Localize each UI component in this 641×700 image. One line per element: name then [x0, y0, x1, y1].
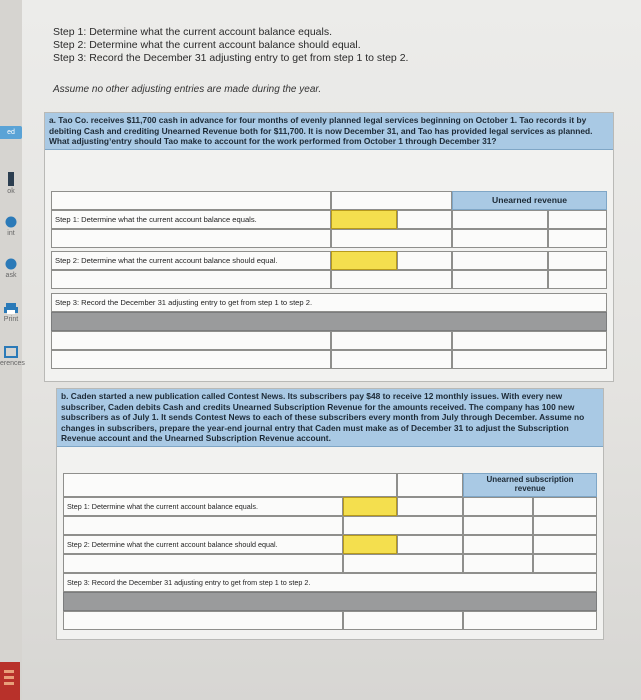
- header-blank-cell: [51, 191, 331, 210]
- part-b-step3-label: Step 3: Record the December 31 adjusting entry to get from step 1 to step 2.: [67, 578, 311, 587]
- part-b-step1-row: [57, 497, 603, 516]
- step-label-cell: [51, 251, 331, 270]
- part-b-step1-input[interactable]: [343, 497, 397, 516]
- part-a-entry-row: [45, 350, 613, 369]
- sidebar-item-label: ask: [5, 272, 17, 279]
- sidebar-badge[interactable]: ed: [0, 126, 22, 139]
- part-b-step1-label: Step 1: Determine what the current account balance equals.: [67, 502, 258, 511]
- instruction-step3: Step 3: Record the December 31 adjusting entry to get from step 1 to step 2.: [53, 52, 409, 64]
- credit-cell[interactable]: [533, 535, 597, 554]
- debit-input[interactable]: [331, 331, 452, 350]
- debit-input[interactable]: [331, 350, 452, 369]
- account-header-cell: [452, 191, 607, 210]
- sidebar-item-label: erences: [0, 360, 25, 367]
- part-b-spacer-row: [57, 554, 603, 573]
- ask-icon: [4, 258, 18, 270]
- credit-cell[interactable]: [548, 251, 607, 270]
- sidebar-item-label: ok: [7, 188, 15, 195]
- sidebar-item-label: int: [7, 230, 15, 237]
- part-a-step2-label: Step 2: Determine what the current account balance should equal.: [55, 256, 278, 265]
- sidebar-item-book[interactable]: [0, 172, 22, 195]
- hint-icon: [4, 216, 18, 228]
- sidebar-item-print[interactable]: [0, 302, 22, 323]
- step-label-cell: [63, 535, 343, 554]
- part-b-step2-row: [57, 535, 603, 554]
- brand-logo: [0, 662, 20, 700]
- credit-input[interactable]: [463, 611, 597, 630]
- account-input[interactable]: [51, 331, 331, 350]
- part-a-step1-label: Step 1: Determine what the current account balance equals.: [55, 215, 257, 224]
- credit-input[interactable]: [452, 331, 607, 350]
- left-sidebar: [0, 0, 25, 700]
- instructions: [53, 26, 408, 65]
- part-a-spacer-row: [45, 270, 613, 289]
- sidebar-item-label: Print: [3, 316, 19, 323]
- part-a-panel: [44, 112, 614, 382]
- sidebar-item-ask[interactable]: [0, 258, 22, 279]
- part-b-panel: [56, 388, 604, 640]
- part-b-step2-input[interactable]: [343, 535, 397, 554]
- debit-cell[interactable]: [463, 535, 533, 554]
- account-input[interactable]: [63, 611, 343, 630]
- debit-input[interactable]: [343, 611, 463, 630]
- debit-cell[interactable]: [452, 210, 548, 229]
- sidebar-item-references[interactable]: [0, 346, 25, 367]
- part-a-header-row: [45, 191, 613, 210]
- part-b-entry-row: [57, 611, 603, 630]
- header-blank-cell: [331, 191, 452, 210]
- part-a-step3-row: [45, 293, 613, 312]
- part-b-question: b. Caden started a new publication called Contest News. Its subscribers pay $48 to receive 12 monthly issues. With every new subscriber, Caden debits Cash and credits Unearned Subscription Revenue for the amounts received. The company has 100 new subscribers as of July 1. It sends Contest News to each of these subscribers every month from July through December. Assume no changes in subscribers, prepare the year-end journal entry that Caden must make as of December 31 to adjust the Subscription Revenue account and the Unearned Subscription Revenue account.: [57, 389, 603, 447]
- debit-cell[interactable]: [452, 251, 548, 270]
- instruction-step1: Step 1: Determine what the current account balance equals.: [53, 26, 332, 38]
- step-label-cell: [63, 497, 343, 516]
- part-a-step1-row: [45, 210, 613, 229]
- part-a-step1-input[interactable]: [331, 210, 397, 229]
- step-label-cell: [51, 293, 607, 312]
- part-a-spacer-row: [45, 229, 613, 248]
- account-header: Unearned revenue: [492, 195, 567, 205]
- instruction-step2: Step 2: Determine what the current account balance should equal.: [53, 39, 361, 51]
- part-a-step2-row: [45, 251, 613, 270]
- sidebar-item-hint[interactable]: [0, 216, 22, 237]
- part-b-step2-label: Step 2: Determine what the current account balance should equal.: [67, 540, 278, 549]
- credit-cell[interactable]: [548, 210, 607, 229]
- book-icon: [7, 172, 15, 186]
- part-a-question: a. Tao Co. receives $11,700 cash in advance for four months of evenly planned legal services beginning on October 1. Tao records it by debiting Cash and crediting Unearned Revenue both for $11,700. It is now December 31, and Tao has provided legal services as planned. What adjustingʼentry should Tao make to account for the work performed from October 1 through December 31?: [45, 113, 613, 150]
- part-a-step3-label: Step 3: Record the December 31 adjusting entry to get from step 1 to step 2.: [55, 298, 313, 307]
- part-a-entry-header-row: [45, 312, 613, 331]
- part-b-spacer-row: [57, 516, 603, 535]
- credit-input[interactable]: [452, 350, 607, 369]
- print-icon: [4, 302, 18, 314]
- assumption-note: Assume no other adjusting entries are made during the year.: [53, 84, 322, 95]
- step-label-cell: [63, 573, 597, 592]
- references-icon: [4, 346, 18, 358]
- part-a-step2-input[interactable]: [331, 251, 397, 270]
- part-b-header-row: [57, 473, 603, 497]
- credit-cell[interactable]: [533, 497, 597, 516]
- part-b-entry-header-row: [57, 592, 603, 611]
- step-cell: [397, 210, 452, 229]
- part-b-step3-row: [57, 573, 603, 592]
- debit-cell[interactable]: [463, 497, 533, 516]
- account-header-cell: [463, 473, 597, 497]
- part-a-entry-row: [45, 331, 613, 350]
- account-input[interactable]: [51, 350, 331, 369]
- step-label-cell: [51, 210, 331, 229]
- account-header: Unearned subscription revenue: [486, 475, 574, 493]
